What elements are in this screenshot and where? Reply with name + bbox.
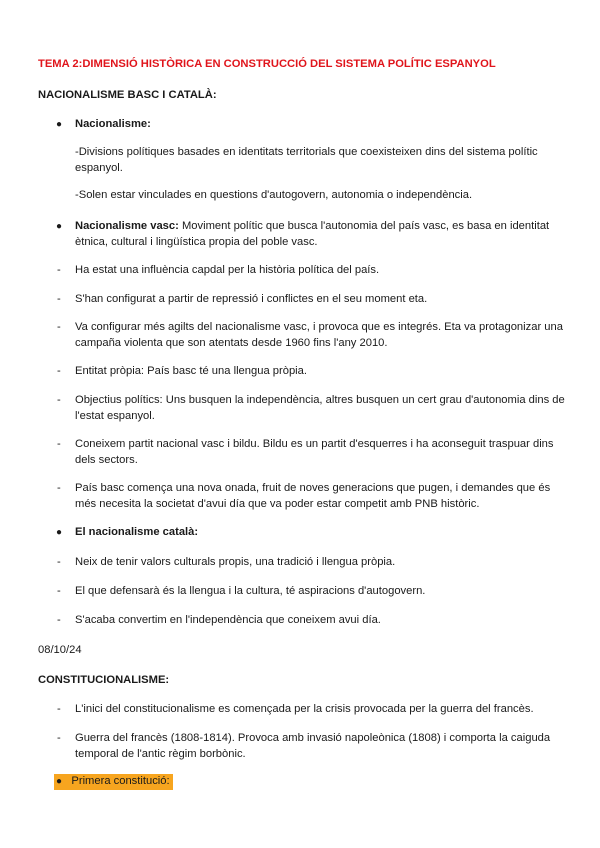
list-item: S'acaba convertim en l'independència que coneixem avui día. <box>75 614 381 626</box>
nacionalisme-paragraph-1: -Divisions polítiques basades en identitats territorials que coexisteixen dins del sistema polític espanyol. <box>75 146 538 174</box>
list-item: S'han configurat a partir de repressió i conflictes en el seu moment eta. <box>75 293 428 305</box>
dash-icon: - <box>57 732 61 744</box>
dash-icon: - <box>57 585 61 597</box>
vasc-text: Moviment polític que busca l'autonomia del país vasc, es basa en identitat ètnica, cultural i lingüística propia del poble vasc. <box>75 220 550 248</box>
dash-icon: - <box>57 482 61 494</box>
section-heading-constitucionalisme: CONSTITUCIONALISME: <box>38 674 170 686</box>
list-item: Entitat pròpia: País basc té una llengua pròpia. <box>75 365 307 377</box>
bullet-icon: ● <box>56 119 63 130</box>
section-heading-nacionalisme: NACIONALISME BASC I CATALÀ: <box>38 89 217 101</box>
highlighted-bullet <box>54 774 173 790</box>
bullet-icon: ● <box>56 776 63 787</box>
dash-icon: - <box>57 614 61 626</box>
dash-icon: - <box>57 438 61 450</box>
list-item: L'inici del constitucionalisme es començada per la crisis provocada per la guerra del francès. <box>75 703 534 715</box>
dash-icon: - <box>57 703 61 715</box>
list-item: Objectius polítics: Uns busquen la independència, altres busquen un cert grau d'autonomia dins de l'estat espanyol. <box>75 394 565 422</box>
list-item: País basc comença una nova onada, fruit de noves generacions que pugen, i demandes que és més necesita la societat d'avui día que va poder estar competit amb PNB històric. <box>75 482 551 510</box>
dash-icon: - <box>57 293 61 305</box>
nacionalisme-label: Nacionalisme: <box>75 118 151 130</box>
nacionalisme-paragraph-2: -Solen estar vinculades en questions d'autogovern, autonomia o independència. <box>75 189 473 201</box>
list-item: Guerra del francès (1808-1814). Provoca amb invasió napoleònica (1808) i comporta la caiguda temporal de l'antic règim borbònic. <box>75 732 551 760</box>
dash-icon: - <box>57 321 61 333</box>
vasc-paragraph <box>75 219 565 250</box>
list-item: Coneixem partit nacional vasc i bildu. Bildu es un partit d'esquerres i ha aconseguit traspuar dins dels sectors. <box>75 438 554 466</box>
document-title: TEMA 2:DIMENSIÓ HISTÒRICA EN CONSTRUCCIÓ DEL SISTEMA POLÍTIC ESPANYOL <box>38 58 496 70</box>
list-item: Ha estat una influència capdal per la història política del país. <box>75 264 380 276</box>
dash-icon: - <box>57 264 61 276</box>
dash-icon: - <box>57 394 61 406</box>
dash-icon: - <box>57 556 61 568</box>
primera-constitucio-label: Primera constitució: <box>71 775 170 787</box>
list-item: Neix de tenir valors culturals propis, una tradició i llengua pròpia. <box>75 556 396 568</box>
dash-icon: - <box>57 365 61 377</box>
bullet-icon: ● <box>56 221 63 232</box>
list-item: El que defensarà és la llengua i la cultura, té aspiracions d'autogovern. <box>75 585 426 597</box>
date-label: 08/10/24 <box>38 644 82 656</box>
list-item: Va configurar més agilts del nacionalisme vasc, i provoca que es integrés. Eta va protagonizar una campaña violenta que son atentats desde 1960 fins l'any 2010. <box>75 321 563 349</box>
bullet-icon: ● <box>56 527 63 538</box>
vasc-label: Nacionalisme vasc: <box>75 220 179 232</box>
catala-label: El nacionalisme català: <box>75 526 199 538</box>
